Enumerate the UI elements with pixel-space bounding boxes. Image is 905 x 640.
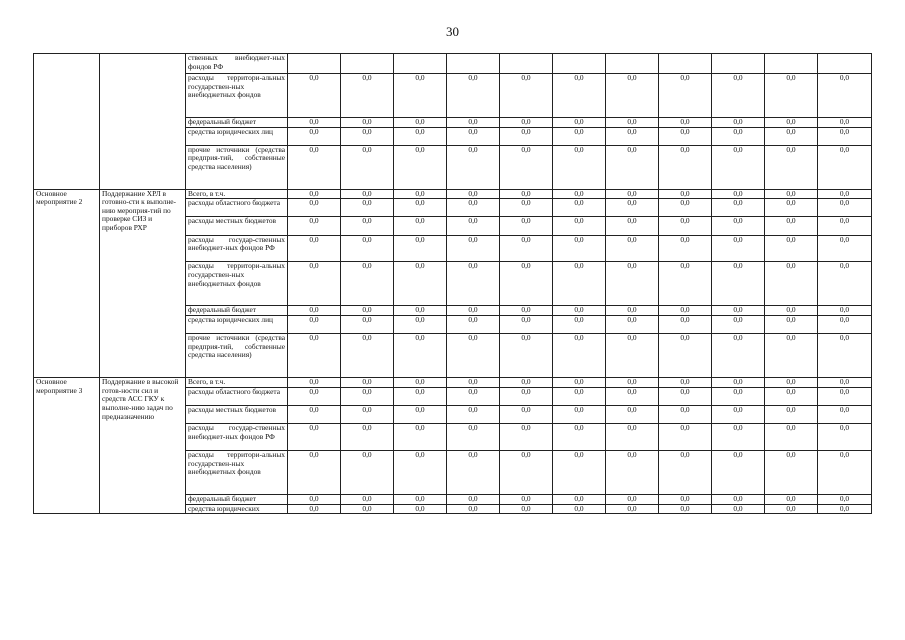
- amount-cell: 0,0: [553, 127, 606, 145]
- amount-cell: 0,0: [447, 145, 500, 189]
- amount-cell: 0,0: [765, 127, 818, 145]
- activity-name: [34, 54, 100, 190]
- amount-cell: 0,0: [818, 504, 872, 514]
- amount-cell: 0,0: [659, 189, 712, 199]
- funding-source: расходы государ-ственных внебюджет-ных фондов РФ: [186, 235, 288, 262]
- amount-cell: 0,0: [712, 199, 765, 217]
- amount-cell: 0,0: [659, 406, 712, 424]
- amount-cell: 0,0: [818, 495, 872, 505]
- amount-cell: 0,0: [606, 199, 659, 217]
- amount-cell: 0,0: [553, 424, 606, 451]
- amount-cell: 0,0: [447, 424, 500, 451]
- amount-cell: 0,0: [606, 387, 659, 405]
- amount-cell: 0,0: [606, 217, 659, 235]
- amount-cell: 0,0: [341, 189, 394, 199]
- amount-cell: 0,0: [765, 189, 818, 199]
- amount-cell: 0,0: [712, 424, 765, 451]
- amount-cell: 0,0: [394, 117, 447, 127]
- amount-cell: [394, 54, 447, 74]
- amount-cell: 0,0: [765, 145, 818, 189]
- amount-cell: [765, 54, 818, 74]
- amount-cell: 0,0: [288, 378, 341, 388]
- amount-cell: 0,0: [447, 127, 500, 145]
- amount-cell: 0,0: [394, 127, 447, 145]
- amount-cell: 0,0: [818, 378, 872, 388]
- funding-source: средства юридических лиц: [186, 127, 288, 145]
- amount-cell: 0,0: [394, 406, 447, 424]
- amount-cell: 0,0: [500, 451, 553, 495]
- amount-cell: 0,0: [765, 199, 818, 217]
- amount-cell: 0,0: [447, 217, 500, 235]
- amount-cell: 0,0: [288, 199, 341, 217]
- amount-cell: 0,0: [818, 73, 872, 117]
- amount-cell: 0,0: [712, 334, 765, 378]
- amount-cell: 0,0: [606, 504, 659, 514]
- amount-cell: 0,0: [553, 451, 606, 495]
- amount-cell: 0,0: [394, 306, 447, 316]
- amount-cell: 0,0: [659, 316, 712, 334]
- amount-cell: 0,0: [818, 262, 872, 306]
- funding-source: средства юридических: [186, 504, 288, 514]
- amount-cell: 0,0: [447, 504, 500, 514]
- amount-cell: 0,0: [394, 424, 447, 451]
- amount-cell: 0,0: [500, 217, 553, 235]
- funding-source: Всего, в т.ч.: [186, 378, 288, 388]
- activity-description: Поддержание в высокой готов-ности сил и средств АСС ГКУ к выполне-нию задач по предназначению: [100, 378, 186, 514]
- funding-table: [33, 53, 872, 514]
- amount-cell: 0,0: [818, 406, 872, 424]
- amount-cell: 0,0: [447, 495, 500, 505]
- funding-source: расходы территори-альных государствен-ных внебюджетных фондов: [186, 73, 288, 117]
- amount-cell: 0,0: [500, 235, 553, 262]
- amount-cell: 0,0: [500, 334, 553, 378]
- amount-cell: 0,0: [553, 406, 606, 424]
- amount-cell: 0,0: [394, 189, 447, 199]
- amount-cell: 0,0: [394, 235, 447, 262]
- amount-cell: 0,0: [659, 495, 712, 505]
- amount-cell: 0,0: [341, 316, 394, 334]
- amount-cell: 0,0: [288, 424, 341, 451]
- funding-source: прочие источники (средства предприя-тий, собственные средства населения): [186, 145, 288, 189]
- amount-cell: 0,0: [288, 217, 341, 235]
- amount-cell: 0,0: [288, 235, 341, 262]
- amount-cell: 0,0: [765, 406, 818, 424]
- amount-cell: 0,0: [394, 316, 447, 334]
- amount-cell: 0,0: [288, 504, 341, 514]
- amount-cell: 0,0: [659, 217, 712, 235]
- amount-cell: 0,0: [765, 73, 818, 117]
- amount-cell: 0,0: [288, 262, 341, 306]
- amount-cell: 0,0: [818, 127, 872, 145]
- amount-cell: 0,0: [712, 406, 765, 424]
- page-number: 30: [446, 24, 459, 39]
- amount-cell: 0,0: [553, 387, 606, 405]
- amount-cell: 0,0: [341, 117, 394, 127]
- amount-cell: 0,0: [765, 316, 818, 334]
- amount-cell: 0,0: [712, 217, 765, 235]
- amount-cell: 0,0: [288, 145, 341, 189]
- amount-cell: 0,0: [341, 306, 394, 316]
- amount-cell: 0,0: [500, 189, 553, 199]
- amount-cell: [712, 54, 765, 74]
- amount-cell: [500, 54, 553, 74]
- amount-cell: 0,0: [659, 387, 712, 405]
- amount-cell: 0,0: [500, 306, 553, 316]
- amount-cell: 0,0: [659, 451, 712, 495]
- funding-source: расходы областного бюджета: [186, 387, 288, 405]
- amount-cell: 0,0: [394, 387, 447, 405]
- amount-cell: 0,0: [500, 378, 553, 388]
- amount-cell: 0,0: [341, 127, 394, 145]
- amount-cell: 0,0: [606, 73, 659, 117]
- amount-cell: 0,0: [394, 217, 447, 235]
- amount-cell: 0,0: [818, 306, 872, 316]
- amount-cell: 0,0: [341, 262, 394, 306]
- amount-cell: 0,0: [765, 262, 818, 306]
- amount-cell: 0,0: [712, 316, 765, 334]
- funding-source: средства юридических лиц: [186, 316, 288, 334]
- amount-cell: 0,0: [288, 117, 341, 127]
- amount-cell: 0,0: [553, 235, 606, 262]
- amount-cell: 0,0: [288, 387, 341, 405]
- amount-cell: 0,0: [606, 424, 659, 451]
- amount-cell: 0,0: [553, 504, 606, 514]
- funding-source: федеральный бюджет: [186, 495, 288, 505]
- amount-cell: 0,0: [712, 262, 765, 306]
- amount-cell: 0,0: [606, 235, 659, 262]
- amount-cell: 0,0: [553, 316, 606, 334]
- funding-source: Всего, в т.ч.: [186, 189, 288, 199]
- amount-cell: 0,0: [447, 334, 500, 378]
- amount-cell: 0,0: [553, 495, 606, 505]
- amount-cell: 0,0: [659, 235, 712, 262]
- amount-cell: 0,0: [500, 495, 553, 505]
- amount-cell: 0,0: [606, 316, 659, 334]
- amount-cell: 0,0: [765, 495, 818, 505]
- amount-cell: 0,0: [818, 199, 872, 217]
- table-row: [34, 378, 872, 388]
- activity-description: [100, 54, 186, 190]
- amount-cell: 0,0: [500, 387, 553, 405]
- amount-cell: 0,0: [712, 127, 765, 145]
- amount-cell: 0,0: [288, 316, 341, 334]
- amount-cell: 0,0: [553, 378, 606, 388]
- amount-cell: 0,0: [712, 451, 765, 495]
- amount-cell: 0,0: [606, 189, 659, 199]
- amount-cell: 0,0: [341, 387, 394, 405]
- amount-cell: 0,0: [659, 262, 712, 306]
- amount-cell: 0,0: [341, 145, 394, 189]
- amount-cell: 0,0: [659, 424, 712, 451]
- funding-source: федеральный бюджет: [186, 306, 288, 316]
- amount-cell: 0,0: [500, 117, 553, 127]
- amount-cell: 0,0: [765, 306, 818, 316]
- amount-cell: 0,0: [553, 217, 606, 235]
- amount-cell: 0,0: [765, 117, 818, 127]
- amount-cell: 0,0: [447, 306, 500, 316]
- amount-cell: 0,0: [500, 262, 553, 306]
- amount-cell: [553, 54, 606, 74]
- amount-cell: 0,0: [447, 378, 500, 388]
- amount-cell: 0,0: [500, 406, 553, 424]
- amount-cell: 0,0: [712, 504, 765, 514]
- amount-cell: 0,0: [553, 334, 606, 378]
- amount-cell: 0,0: [659, 73, 712, 117]
- amount-cell: 0,0: [447, 451, 500, 495]
- funding-source: расходы местных бюджетов: [186, 217, 288, 235]
- amount-cell: 0,0: [288, 451, 341, 495]
- amount-cell: 0,0: [765, 504, 818, 514]
- amount-cell: 0,0: [394, 145, 447, 189]
- amount-cell: 0,0: [553, 262, 606, 306]
- funding-source: расходы государ-ственных внебюджет-ных фондов РФ: [186, 424, 288, 451]
- amount-cell: 0,0: [500, 73, 553, 117]
- amount-cell: 0,0: [659, 378, 712, 388]
- activity-description: Поддержание ХРЛ в готовно-сти к выполне-нию мероприя-тий по проверке СИЗ и приборов РХР: [100, 189, 186, 378]
- amount-cell: 0,0: [447, 117, 500, 127]
- funding-source: расходы территори-альных государствен-ных внебюджетных фондов: [186, 262, 288, 306]
- amount-cell: 0,0: [818, 117, 872, 127]
- amount-cell: 0,0: [659, 117, 712, 127]
- amount-cell: 0,0: [818, 387, 872, 405]
- amount-cell: 0,0: [341, 334, 394, 378]
- amount-cell: 0,0: [341, 73, 394, 117]
- amount-cell: 0,0: [606, 127, 659, 145]
- amount-cell: 0,0: [765, 334, 818, 378]
- amount-cell: [606, 54, 659, 74]
- amount-cell: 0,0: [341, 504, 394, 514]
- amount-cell: 0,0: [765, 424, 818, 451]
- amount-cell: 0,0: [606, 378, 659, 388]
- amount-cell: 0,0: [500, 504, 553, 514]
- amount-cell: 0,0: [606, 306, 659, 316]
- amount-cell: 0,0: [818, 334, 872, 378]
- amount-cell: 0,0: [341, 217, 394, 235]
- amount-cell: 0,0: [765, 387, 818, 405]
- amount-cell: 0,0: [765, 235, 818, 262]
- amount-cell: 0,0: [500, 145, 553, 189]
- amount-cell: [659, 54, 712, 74]
- amount-cell: 0,0: [288, 73, 341, 117]
- amount-cell: [447, 54, 500, 74]
- amount-cell: [341, 54, 394, 74]
- amount-cell: 0,0: [394, 451, 447, 495]
- amount-cell: 0,0: [659, 306, 712, 316]
- table-row: [34, 189, 872, 199]
- amount-cell: 0,0: [659, 145, 712, 189]
- amount-cell: 0,0: [606, 145, 659, 189]
- amount-cell: 0,0: [818, 145, 872, 189]
- amount-cell: 0,0: [447, 73, 500, 117]
- amount-cell: 0,0: [447, 235, 500, 262]
- amount-cell: 0,0: [288, 495, 341, 505]
- amount-cell: 0,0: [553, 145, 606, 189]
- amount-cell: 0,0: [606, 495, 659, 505]
- amount-cell: 0,0: [712, 306, 765, 316]
- amount-cell: 0,0: [712, 189, 765, 199]
- amount-cell: 0,0: [818, 235, 872, 262]
- amount-cell: 0,0: [341, 495, 394, 505]
- funding-source: расходы территори-альных государствен-ных внебюджетных фондов: [186, 451, 288, 495]
- amount-cell: 0,0: [447, 387, 500, 405]
- amount-cell: 0,0: [765, 217, 818, 235]
- amount-cell: 0,0: [712, 495, 765, 505]
- amount-cell: 0,0: [500, 199, 553, 217]
- amount-cell: 0,0: [288, 334, 341, 378]
- amount-cell: 0,0: [606, 262, 659, 306]
- amount-cell: 0,0: [553, 306, 606, 316]
- funding-source: ственных внебюджет-ных фондов РФ: [186, 54, 288, 74]
- amount-cell: 0,0: [818, 451, 872, 495]
- amount-cell: 0,0: [394, 504, 447, 514]
- amount-cell: 0,0: [394, 495, 447, 505]
- amount-cell: 0,0: [606, 451, 659, 495]
- amount-cell: 0,0: [553, 199, 606, 217]
- amount-cell: 0,0: [712, 145, 765, 189]
- amount-cell: 0,0: [712, 378, 765, 388]
- amount-cell: 0,0: [288, 306, 341, 316]
- table-row: [34, 54, 872, 74]
- amount-cell: 0,0: [288, 127, 341, 145]
- amount-cell: 0,0: [606, 406, 659, 424]
- amount-cell: 0,0: [818, 316, 872, 334]
- amount-cell: 0,0: [341, 199, 394, 217]
- amount-cell: 0,0: [447, 189, 500, 199]
- amount-cell: 0,0: [818, 189, 872, 199]
- activity-name: Основное мероприятие 2: [34, 189, 100, 378]
- amount-cell: 0,0: [659, 127, 712, 145]
- amount-cell: 0,0: [394, 378, 447, 388]
- funding-source: расходы местных бюджетов: [186, 406, 288, 424]
- amount-cell: 0,0: [606, 334, 659, 378]
- funding-source: расходы областного бюджета: [186, 199, 288, 217]
- amount-cell: 0,0: [553, 73, 606, 117]
- amount-cell: 0,0: [712, 387, 765, 405]
- amount-cell: 0,0: [818, 217, 872, 235]
- amount-cell: 0,0: [394, 199, 447, 217]
- amount-cell: 0,0: [341, 424, 394, 451]
- funding-source: прочие источники (средства предприя-тий, собственные средства населения): [186, 334, 288, 378]
- amount-cell: 0,0: [394, 73, 447, 117]
- amount-cell: 0,0: [447, 316, 500, 334]
- amount-cell: 0,0: [288, 406, 341, 424]
- amount-cell: 0,0: [765, 451, 818, 495]
- amount-cell: 0,0: [500, 424, 553, 451]
- amount-cell: 0,0: [341, 451, 394, 495]
- amount-cell: 0,0: [553, 117, 606, 127]
- amount-cell: 0,0: [659, 199, 712, 217]
- amount-cell: 0,0: [500, 127, 553, 145]
- amount-cell: 0,0: [659, 504, 712, 514]
- amount-cell: 0,0: [606, 117, 659, 127]
- amount-cell: 0,0: [341, 235, 394, 262]
- amount-cell: [288, 54, 341, 74]
- funding-source: федеральный бюджет: [186, 117, 288, 127]
- amount-cell: 0,0: [659, 334, 712, 378]
- amount-cell: 0,0: [394, 334, 447, 378]
- amount-cell: 0,0: [447, 406, 500, 424]
- amount-cell: 0,0: [765, 378, 818, 388]
- activity-name: Основное мероприятие 3: [34, 378, 100, 514]
- amount-cell: 0,0: [341, 378, 394, 388]
- table-body: [34, 54, 872, 514]
- amount-cell: 0,0: [712, 117, 765, 127]
- amount-cell: 0,0: [394, 262, 447, 306]
- amount-cell: 0,0: [447, 199, 500, 217]
- amount-cell: 0,0: [712, 73, 765, 117]
- amount-cell: 0,0: [553, 189, 606, 199]
- amount-cell: 0,0: [712, 235, 765, 262]
- amount-cell: 0,0: [341, 406, 394, 424]
- amount-cell: 0,0: [500, 316, 553, 334]
- amount-cell: [818, 54, 872, 74]
- amount-cell: 0,0: [818, 424, 872, 451]
- amount-cell: 0,0: [288, 189, 341, 199]
- amount-cell: 0,0: [447, 262, 500, 306]
